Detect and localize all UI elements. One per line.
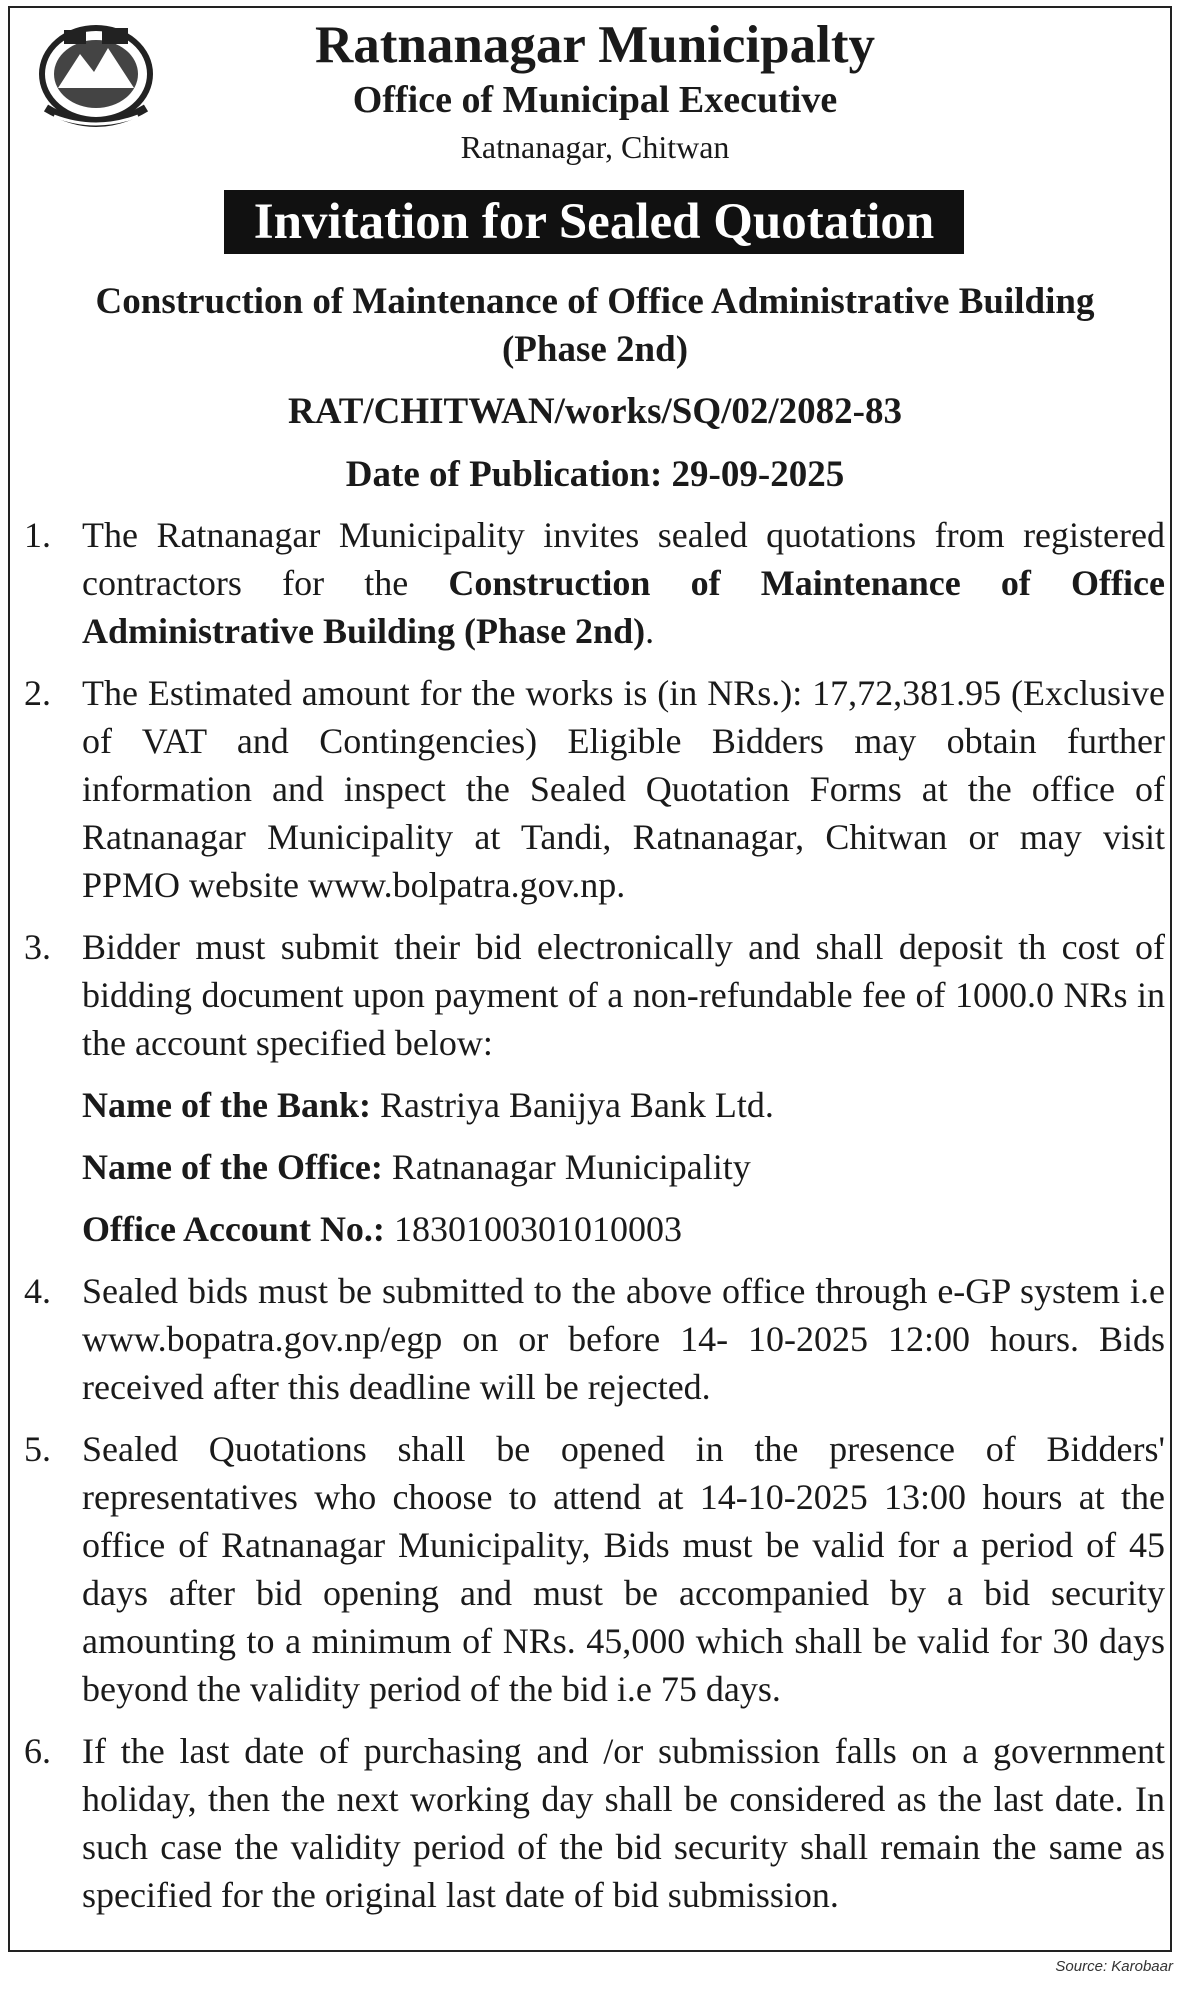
item-text: The Estimated amount for the works is (in NRs.): 17,72,381.95 (Exclusive of VAT and Contingencies) Eligible Bidders may obtain further information and inspect the Sealed Quotation Forms at the office of Ratnanagar Municipality at Tandi, Ratnanagar, Chitwan or may visit PPMO website www.bolpatra.gov.np. [82,673,1165,905]
list-item [20,511,1165,655]
nepal-emblem-icon [28,18,164,134]
office-location: Ratnanagar, Chitwan [460,129,730,165]
bank-name-line [82,1081,1165,1129]
office-name-line [82,1143,1165,1191]
list-item [20,923,1165,1253]
list-item [20,1425,1165,1713]
reference-number: RAT/CHITWAN/works/SQ/02/2082-83 [288,391,902,432]
project-title-line1: Construction of Maintenance of Office Administrative Building [95,281,1095,322]
project-title-line2: (Phase 2nd) [501,329,689,370]
municipality-name: Ratnanagar Municipalty [315,16,875,74]
item-text: If the last date of purchasing and /or submission falls on a government holiday, then the next working day shall be considered as the last date. In such case the validity period of the bid security shall remain the same as specified for the original last date of bid submission. [82,1731,1165,1915]
notice-title: Invitation for Sealed Quotation [224,190,964,254]
office-name-value: Ratnanagar Municipality [382,1147,751,1187]
item-text-end: . [645,611,655,651]
source-credit: Source: Karobaar [1055,1958,1173,1975]
item-number: 3. [24,927,51,967]
item-bold-text: Construction of Maintenance of Office Administrative Building (Phase 2nd) [82,563,1165,651]
item-number: 5. [24,1429,51,1469]
list-item [20,1727,1165,1919]
office-name-label: Name of the Office: [82,1147,383,1187]
item-number: 2. [24,673,51,713]
item-number: 6. [24,1731,51,1771]
list-item [20,669,1165,909]
bank-name-label: Name of the Bank: [82,1085,371,1125]
item-text: The Ratnanagar Municipality invites sealed quotations from registered contractors for the [82,515,1165,603]
bank-name-value: Rastriya Banijya Bank Ltd. [370,1085,774,1125]
account-number-line [82,1205,1165,1253]
account-number-value: 1830100301010003 [384,1209,682,1249]
item-number: 4. [24,1271,51,1311]
office-name: Office of Municipal Executive [352,79,838,121]
notice-items [20,511,1165,1919]
item-text: Sealed bids must be submitted to the above office through e-GP system i.e www.bopatra.gov.np/egp on or before 14- 10-2025 12:00 hours. Bids received after this deadline will be rejected. [82,1271,1165,1407]
item-number: 1. [24,515,51,555]
item-text: Bidder must submit their bid electronically and shall deposit th cost of bidding document upon payment of a non-refundable fee of 1000.0 NRs in the account specified below: [82,927,1165,1063]
publication-date: Date of Publication: 29-09-2025 [345,454,845,495]
account-number-label: Office Account No.: [82,1209,385,1249]
item-text: Sealed Quotations shall be opened in the presence of Bidders' representatives who choose to attend at 14-10-2025 13:00 hours at the office of Ratnanagar Municipality, Bids must be valid for a period of 45 days after bid opening and must be accompanied by a bid security amounting to a minimum of NRs. 45,000 which shall be valid for 30 days beyond the validity period of the bid i.e 75 days. [82,1429,1165,1709]
list-item [20,1267,1165,1411]
